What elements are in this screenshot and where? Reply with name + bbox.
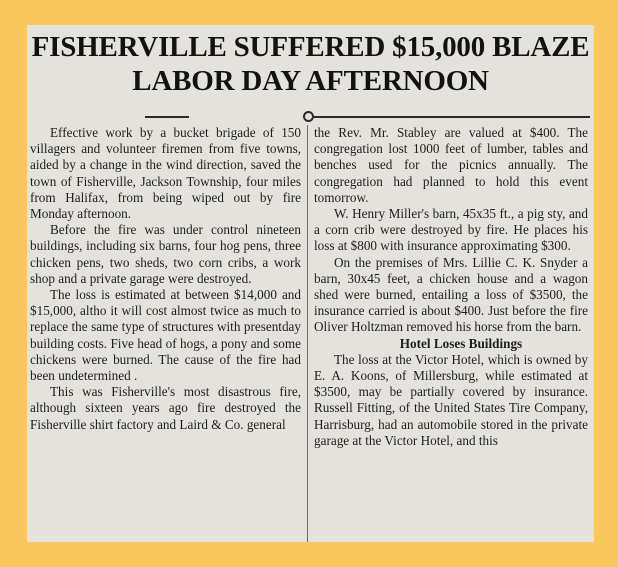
paragraph: On the premises of Mrs. Lillie C. K. Snyder a barn, 30x45 feet, a chicken house and a wagon shed were burned, entailing a loss of $3500, the insurance carried is about $400. Just before the fire Oliver Holtzman removed his horse from the barn. [314,254,588,335]
paragraph: Before the fire was under control nineteen buildings, including six barns, four hog pens, three chicken pens, two sheds, two corn cribs, a work shop and a private garage were destroyed. [30,222,301,286]
paragraph: Effective work by a bucket brigade of 150 villagers and volunteer firemen from five towns, aided by a change in the wind direction, saved the town of Fisherville, Jackson Township, four miles from Halifax, from being wiped out by fire Monday afternoon. [30,125,301,222]
column-divider [307,125,308,542]
section-subhead: Hotel Loses Buildings [399,335,523,351]
paragraph: This was Fisherville's most disastrous fire, although sixteen years ago fire destroyed the Fisherville shirt factory and Laird & Co. general [30,384,301,432]
headline-line-2: LABOR DAY AFTERNOON [132,65,489,97]
headline-rule-right [314,116,590,118]
headline-rule-left [145,116,189,118]
newspaper-clipping [27,25,594,542]
rule-ornament [303,111,314,122]
paragraph: The loss is estimated at between $14,000 and $15,000, altho it will cost almost twice as much to replace the same type of structures with presentday building costs. Five head of hogs, a pony and some chickens were burned. The cause of the fire had been undetermined . [30,287,301,384]
paragraph: The loss at the Victor Hotel, which is owned by E. A. Koons, of Millersburg, while estimated at $3500, may be partially covered by insurance. Russell Fitting, of the United States Tire Company, Harrisburg, had an automobile stored in the private garage at the Victor Hotel, and this [314,351,588,448]
paragraph: the Rev. Mr. Stabley are valued at $400. The congregation lost 1000 feet of lumber, tables and benches used for the picnics annually. The congregation had planned to hold this event tomorrow. [314,125,588,205]
article-column-right [314,125,588,449]
paragraph: W. Henry Miller's barn, 45x35 ft., a pig sty, and a corn crib were destroyed by fire. He places his loss at $800 with insurance approximating $300. [314,206,588,254]
article-column-left [30,125,301,433]
headline [27,25,594,98]
headline-line-1: FISHERVILLE SUFFERED $15,000 BLAZE [31,31,590,63]
